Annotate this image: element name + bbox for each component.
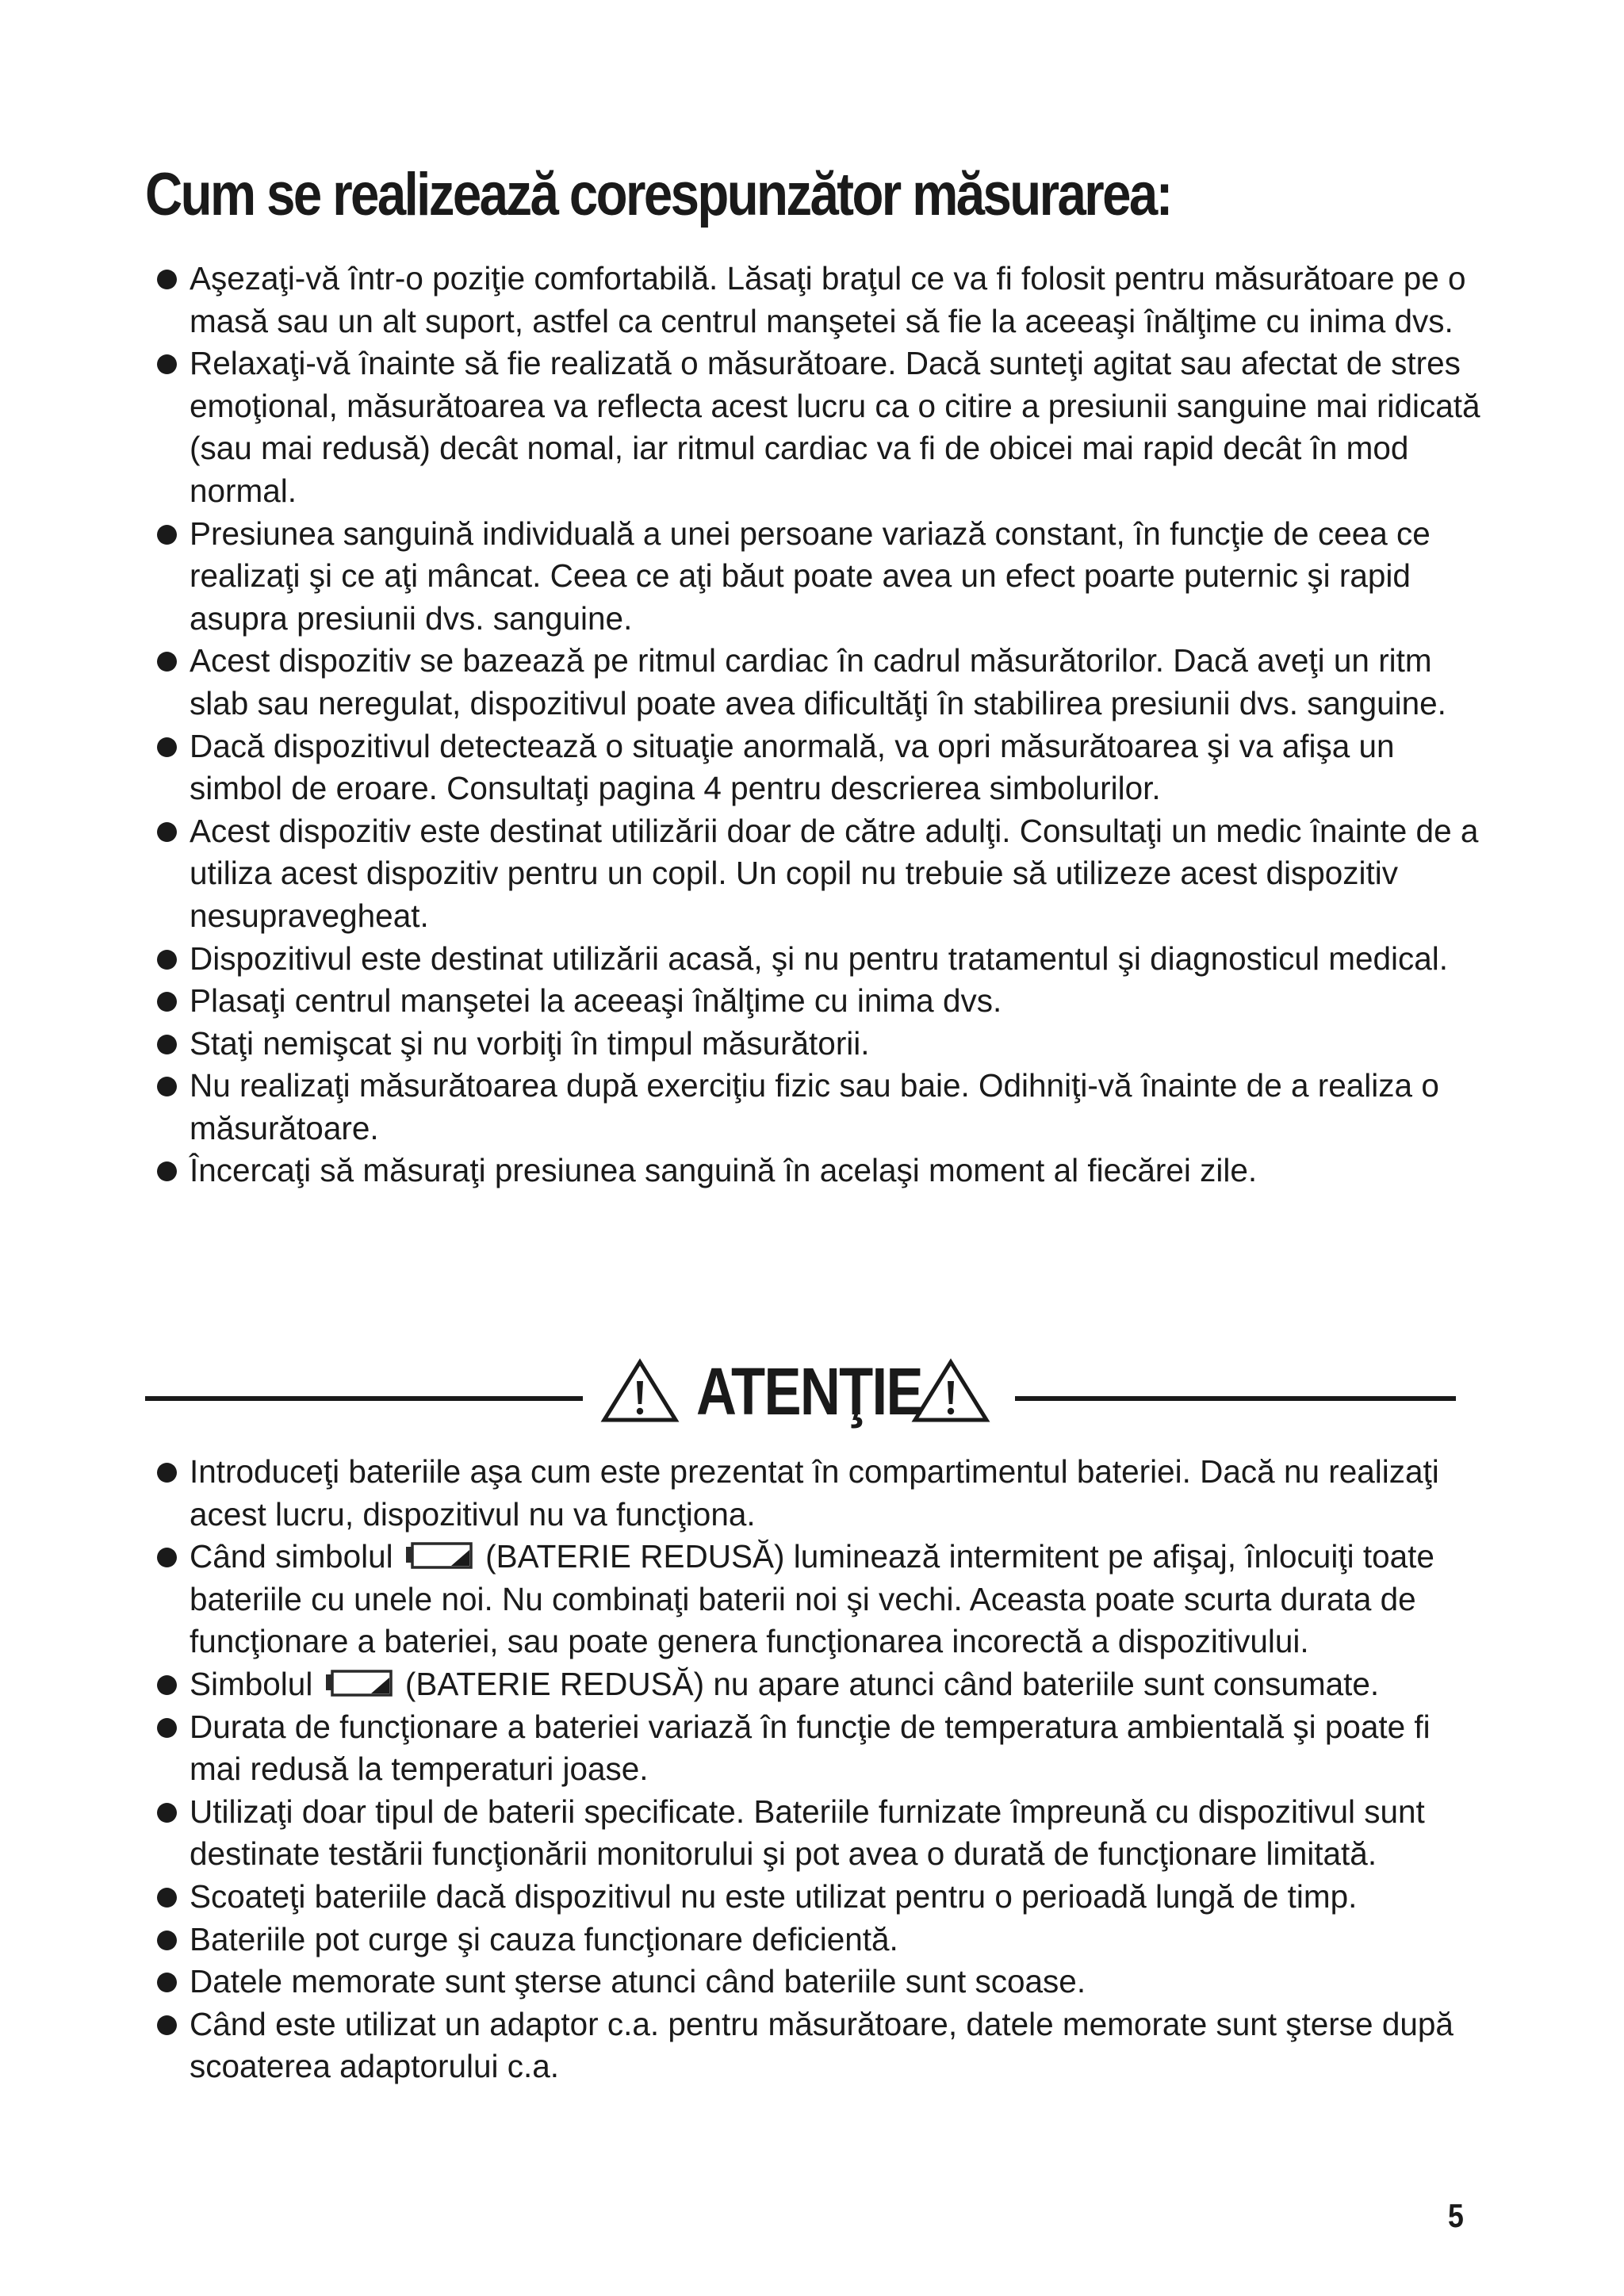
bullet-icon — [157, 525, 177, 545]
bullet-icon — [157, 1548, 177, 1567]
caution-list — [155, 1451, 1488, 2088]
bullet-icon — [157, 1931, 177, 1950]
bullet-icon — [157, 1888, 177, 1908]
bullet-icon — [157, 652, 177, 672]
list-item — [155, 1663, 1488, 1706]
list-item-text: Introduceţi bateriile aşa cum este prezentat în compartimentul bateriei. Dacă nu realizaţi acest lucru, dispozitivul nu va funcţiona. — [190, 1453, 1439, 1533]
list-item-text: Acest dispozitiv este destinat utilizării doar de către adulţi. Consultaţi un medic înainte de a utiliza acest dispozitiv pentru un copil. Un copil nu trebuie să utilizeze acest dispozitiv nesupravegheat. — [190, 812, 1479, 934]
heading-rule-right — [1015, 1396, 1456, 1401]
warning-triangle-icon — [911, 1357, 990, 1424]
warning-triangle-icon — [600, 1357, 680, 1424]
list-item — [155, 1536, 1488, 1663]
list-item-text: Relaxaţi-vă înainte să fie realizată o măsurătoare. Dacă sunteţi agitat sau afectat de stres emoţional, măsurătoarea va reflecta acest lucru ca o citire a presiunii sanguine mai ridicată (sau mai redusă) decât nomal, iar ritmul cardiac va fi de obicei mai rapid decât în mod normal. — [190, 345, 1480, 509]
list-item-text: Datele memorate sunt şterse atunci când bateriile sunt scoase. — [190, 1963, 1086, 2000]
list-item-text: Dispozitivul este destinat utilizării acasă, şi nu pentru tratamentul şi diagnosticul medical. — [190, 939, 1449, 977]
list-item-text: Durata de funcţionare a bateriei variază în funcţie de temperatura ambientală şi poate fi mai redusă la temperaturi joase. — [190, 1708, 1431, 1788]
list-item — [155, 980, 1488, 1023]
list-item-text-after-icon: (BATERIE REDUSĂ) luminează intermitent pe afişaj, înlocuiţi toate bateriile cu unele noi. Nu combinaţi baterii noi şi vechi. Aceasta poate scurta durata de funcţionare a bateriei, sau poate genera funcţionarea incorectă a dispozitivului. — [190, 1538, 1434, 1660]
page-number: 5 — [1448, 2197, 1464, 2234]
list-item-text: Nu realizaţi măsurătoarea după exerciţiu fizic sau baie. Odihniţi-vă înainte de a realiza o măsurătoare. — [190, 1067, 1439, 1146]
heading-rule-left — [145, 1396, 583, 1401]
list-item-text: Acest dispozitiv se bazează pe ritmul cardiac în cadrul măsurătorilor. Dacă aveţi un ritm slab sau neregulat, dispozitivul poate avea dificultăţi în stabilirea presiunii dvs. sanguine. — [190, 642, 1446, 721]
list-item-text: Utilizaţi doar tipul de baterii specificate. Bateriile furnizate împreună cu dispozitivul sunt destinate testării funcţionării monitorului şi pot avea o durată de funcţionare limitată. — [190, 1793, 1425, 1873]
caution-title: ATENŢIE — [696, 1354, 922, 1429]
list-item-text: Plasaţi centrul manşetei la aceeaşi înălţime cu inima dvs. — [190, 982, 1002, 1020]
bullet-icon — [157, 1803, 177, 1823]
list-item-text: Dacă dispozitivul detectează o situaţie anormală, va opri măsurătoarea şi va afişa un simbol de eroare. Consultaţi pagina 4 pentru descrierea simbolurilor. — [190, 727, 1395, 807]
list-item — [155, 1919, 1488, 1961]
bullet-icon — [157, 1035, 177, 1054]
list-item-text: Aşezaţi-vă într-o poziţie comfortabilă. Lăsaţi braţul ce va fi folosit pentru măsurătoare pe o masă sau un alt suport, astfel ca centrul manşetei să fie la aceeaşi înălţime cu inima dvs. — [190, 260, 1466, 339]
list-item — [155, 1876, 1488, 1919]
list-item-text-before-icon: Când simbolul — [190, 1538, 393, 1575]
bullet-icon — [157, 270, 177, 289]
list-item — [155, 2003, 1488, 2088]
list-item-text: Presiunea sanguină individuală a unei persoane variază constant, în funcţie de ceea ce realizaţi şi ce aţi mâncat. Ceea ce aţi băut poate avea un efect poarte puternic şi rapid asupra presiunii dvs. sanguine. — [190, 515, 1431, 637]
bullet-icon — [157, 1675, 177, 1695]
bullet-icon — [157, 950, 177, 970]
list-item-text: Încercaţi să măsuraţi presiunea sanguină în acelaşi moment al fiecărei zile. — [190, 1152, 1258, 1189]
bullet-icon — [157, 992, 177, 1012]
list-item — [155, 1791, 1488, 1876]
page-title: Cum se realizează corespunzător măsurarea: — [145, 161, 1171, 228]
list-item — [155, 640, 1488, 725]
low-battery-icon — [405, 1542, 473, 1571]
list-item — [155, 342, 1488, 512]
list-item — [155, 1023, 1488, 1066]
bullet-icon — [157, 1973, 177, 1992]
bullet-icon — [157, 1077, 177, 1096]
list-item-text: Când este utilizat un adaptor c.a. pentru măsurătoare, datele memorate sunt şterse după scoaterea adaptorului c.a. — [190, 2005, 1454, 2085]
list-item-text-after-icon: (BATERIE REDUSĂ) nu apare atunci când bateriile sunt consumate. — [404, 1665, 1380, 1702]
list-item — [155, 1706, 1488, 1791]
list-item-text: Staţi nemişcat şi nu vorbiţi în timpul măsurătorii. — [190, 1024, 870, 1062]
list-item — [155, 258, 1488, 342]
bullet-icon — [157, 1718, 177, 1738]
bullet-icon — [157, 2015, 177, 2035]
list-item — [155, 810, 1488, 938]
bullet-icon — [157, 1463, 177, 1483]
bullet-icon — [157, 354, 177, 374]
list-item — [155, 1065, 1488, 1150]
list-item — [155, 513, 1488, 641]
list-item — [155, 1961, 1488, 2003]
list-item — [155, 938, 1488, 981]
low-battery-icon — [325, 1670, 393, 1698]
measurement-instructions-list — [155, 258, 1488, 1192]
list-item-text-before-icon: Simbolul — [190, 1665, 313, 1702]
bullet-icon — [157, 1161, 177, 1181]
bullet-icon — [157, 822, 177, 842]
list-item — [155, 1451, 1488, 1536]
list-item-text: Scoateţi bateriile dacă dispozitivul nu este utilizat pentru o perioadă lungă de timp. — [190, 1877, 1358, 1915]
list-item-text: Bateriile pot curge şi cauza funcţionare deficientă. — [190, 1920, 898, 1957]
list-item — [155, 1150, 1488, 1192]
bullet-icon — [157, 737, 177, 757]
list-item — [155, 725, 1488, 810]
